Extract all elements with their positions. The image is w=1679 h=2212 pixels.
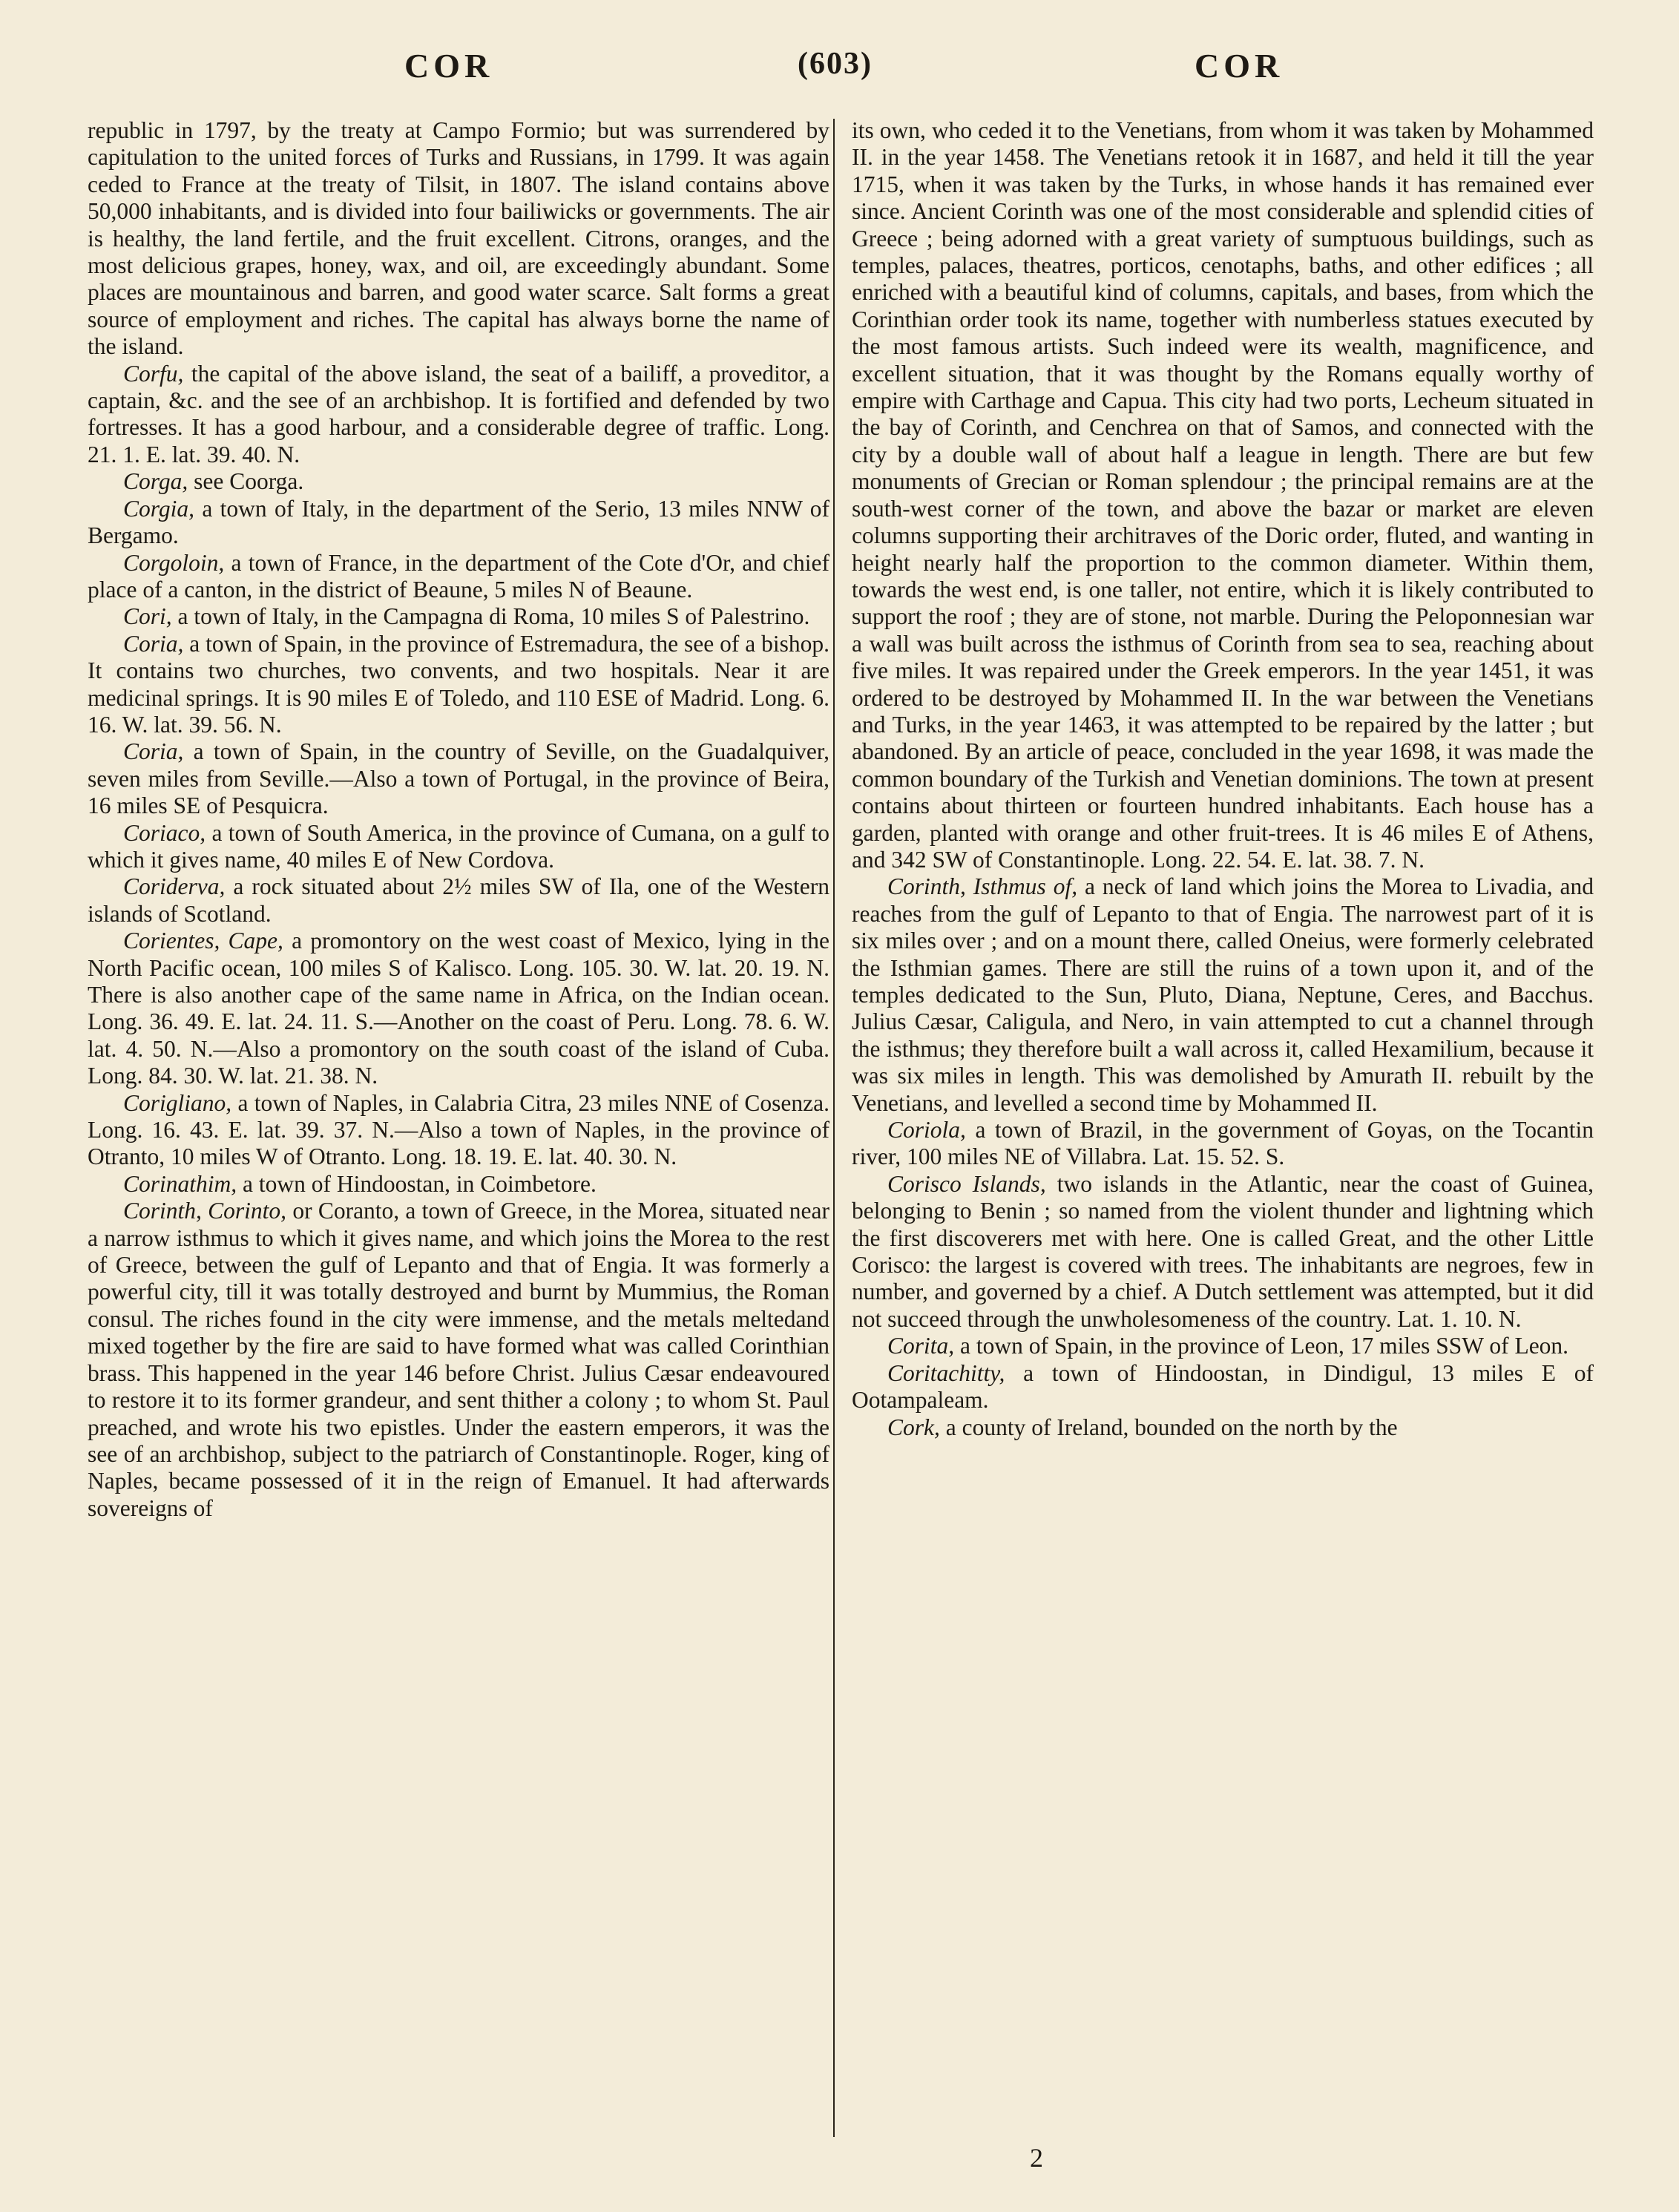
gazetteer-entry	[88, 1198, 829, 1522]
gazetteer-entry	[852, 1117, 1594, 1171]
entry-text: a town of Spain, in the province of Estremadura, the see of a bishop. It contains two churches, two convents, and two hospitals. Near it are medicinal springs. It is 90 miles E of Toledo, and 110 ESE of Madrid. Long. 6. 16. W. lat. 39. 56. N.	[88, 630, 829, 738]
gazetteer-entry	[88, 738, 829, 819]
entry-headword: Corisco Islands,	[887, 1170, 1046, 1197]
entry-text: a town of Spain, in the country of Seville, on the Guadalquiver, seven miles from Seville.—Also a town of Portugal, in the province of Beira, 16 miles SE of Pesquicra.	[88, 738, 829, 819]
gazetteer-entry	[88, 496, 829, 550]
gazetteer-entry	[88, 873, 829, 928]
running-header	[0, 46, 1679, 91]
continuation-text: republic in 1797, by the treaty at Campo Formio; but was surrendered by capitulation to the united forces of Turks and Russians, in 1799. It was again ceded to France at the treaty of Tilsit, in 1807. The island contains above 50,000 inhabitants, and is divided into four bailiwicks or governments. The air is healthy, the land fertile, and the fruit excellent. Citrons, oranges, and the most delicious grapes, honey, wax, and oil, are exceedingly abundant. Some places are mountainous and barren, and good water scarce. Salt forms a great source of employment and riches. The capital has always borne the name of the island.	[88, 117, 829, 360]
gazetteer-entry	[88, 1090, 829, 1171]
right-column	[852, 117, 1594, 1441]
gazetteer-entry	[88, 361, 829, 469]
gazetteer-entry	[88, 550, 829, 604]
right-entries	[852, 873, 1594, 1441]
entry-headword: Corfu,	[123, 360, 184, 387]
entry-headword: Corgia,	[123, 495, 194, 522]
column-divider	[833, 119, 835, 2137]
page-number: (603)	[798, 47, 873, 81]
entry-text: a town of Italy, in the Campagna di Roma, 10 miles S of Palestrino.	[171, 603, 810, 630]
gazetteer-entry	[852, 1414, 1594, 1441]
gazetteer-entry	[88, 1171, 829, 1198]
entry-headword: Corinth, Corinto,	[123, 1198, 287, 1224]
entry-headword: Cork,	[887, 1414, 940, 1440]
gazetteer-entry	[88, 928, 829, 1089]
left-entries	[88, 361, 829, 1522]
entry-headword: Coriaco,	[123, 819, 206, 846]
entry-headword: Corinathim,	[123, 1170, 237, 1197]
entry-text: a county of Ireland, bounded on the north by the	[939, 1414, 1398, 1440]
entry-headword: Coria,	[123, 630, 184, 657]
entry-headword: Cori,	[123, 603, 172, 630]
gazetteer-entry	[852, 1333, 1594, 1359]
gazetteer-entry	[852, 1171, 1594, 1333]
entry-text: a town of Italy, in the department of the Serio, 13 miles NNW of Bergamo.	[88, 495, 829, 549]
entry-headword: Coritachitty,	[887, 1359, 1005, 1386]
entry-text: a rock situated about 2½ miles SW of Ila, one of the Western islands of Scotland.	[88, 873, 829, 927]
gazetteer-entry	[852, 1360, 1594, 1414]
entry-text: a town of Hindoostan, in Coimbetore.	[237, 1170, 597, 1197]
entry-headword: Coriola,	[887, 1117, 966, 1143]
signature-mark: 2	[1030, 2143, 1043, 2173]
gazetteer-entry	[852, 873, 1594, 1117]
header-left-catchword: COR	[404, 47, 494, 85]
entry-text: a promontory on the west coast of Mexico, lying in the North Pacific ocean, 100 miles S of Kalisco. Long. 105. 30. W. lat. 20. 19. N. There is also another cape of the same name in Africa, on the Indian ocean. Long. 36. 49. E. lat. 24. 11. S.—Another on the coast of Peru. Long. 78. 6. W. lat. 4. 50. N.—Also a promontory on the south coast of the island of Cuba. Long. 84. 30. W. lat. 21. 38. N.	[88, 928, 829, 1089]
entry-text: the capital of the above island, the seat of a bailiff, a proveditor, a captain, &c. and the see of an archbishop. It is fortified and defended by two fortresses. It has a good harbour, and a considerable degree of traffic. Long. 21. 1. E. lat. 39. 40. N.	[88, 360, 829, 467]
entry-headword: Corinth, Isthmus of,	[887, 873, 1078, 900]
gazetteer-entry	[88, 631, 829, 739]
continuation-text: its own, who ceded it to the Venetians, from whom it was taken by Mohammed II. in the year 1458. The Venetians retook it in 1687, and held it till the year 1715, when it was taken by the Turks, in whose hands it has remained ever since. Ancient Corinth was one of the most considerable and splendid cities of Greece ; being adorned with a great variety of sumptuous buildings, such as temples, palaces, theatres, porticos, cenotaphs, baths, and other edifices ; all enriched with a beautiful kind of columns, capitals, and bases, from which the Corinthian order took its name, together with numberless statues executed by the most famous artists. Such indeed were its wealth, magnificence, and excellent situation, that it was thought by the Romans equally worthy of empire with Carthage and Capua. This city had two ports, Lecheum situated in the bay of Corinth, and Cenchrea on that of Samos, and connected with the city by a double wall of about half a league in length. There are but few monuments of Grecian or Roman splendour ; the principal remains are at the south-west corner of the town, and above the bazar or market are eleven columns supporting their architraves of the Doric order, fluted, and wanting in height nearly half the proportion to the common diameter. Within them, towards the west end, is one taller, not entire, which it is likely contributed to support the roof ; they are of stone, not marble. During the Peloponnesian war a wall was built across the isthmus of Corinth from sea to sea, reaching about five miles. It was repaired under the Greek emperors. In the year 1451, it was ordered to be destroyed by Mohammed II. In the war between the Venetians and Turks, in the year 1463, it was attempted to be repaired by the latter ; but abandoned. By an article of peace, concluded in the year 1698, it was made the common boundary of the Turkish and Venetian dominions. The town at present contains about thirteen or fourteen hundred inhabitants. Each house has a garden, planted with orange and other fruit-trees. It is 46 miles E of Athens, and 342 SW of Constantinople. Long. 22. 54. E. lat. 38. 7. N.	[852, 117, 1594, 873]
entry-text: a town of Brazil, in the government of Goyas, on the Tocantin river, 100 miles NE of Villabra. Lat. 15. 52. S.	[852, 1117, 1594, 1170]
left-column	[88, 117, 829, 1522]
entry-text: a neck of land which joins the Morea to Livadia, and reaches from the gulf of Lepanto to that of Engia. The narrowest part of it is six miles over ; and on a mount there, called Oneius, were formerly celebrated the Isthmian games. There are still the ruins of a town upon it, and of the temples dedicated to the Sun, Pluto, Diana, Neptune, Ceres, and Bacchus. Julius Cæsar, Caligula, and Nero, in vain attempted to cut a channel through the isthmus; they therefore built a wall across it, called Hexamilium, because it was six miles in length. This was demolished by Amurath II. rebuilt by the Venetians, and levelled a second time by Mohammed II.	[852, 873, 1594, 1116]
gazetteer-entry	[88, 603, 829, 630]
entry-text: see Coorga.	[188, 468, 304, 495]
entry-headword: Corgoloin,	[123, 549, 225, 576]
entry-headword: Corita,	[887, 1333, 955, 1359]
entry-headword: Coria,	[123, 738, 184, 765]
entry-text: a town of France, in the department of the Cote d'Or, and chief place of a canton, in the district of Beaune, 5 miles N of Beaune.	[88, 549, 829, 603]
entry-headword: Corientes, Cape,	[123, 928, 283, 954]
entry-text: or Coranto, a town of Greece, in the Morea, situated near a narrow isthmus to which it gives name, and which joins the Morea to the rest of Greece, between the gulf of Lepanto and that of Engia. It was formerly a powerful city, till it was totally destroyed and burnt by Mummius, the Roman consul. The riches found in the city were immense, and the metals meltedand mixed together by the fire are said to have formed what was called Corinthian brass. This happened in the year 146 before Christ. Julius Cæsar endeavoured to restore it to its former grandeur, and sent thither a colony ; to whom St. Paul preached, and wrote his two epistles. Under the eastern emperors, it was the see of an archbishop, subject to the patriarch of Constantinople. Roger, king of Naples, became possessed of it in the reign of Emanuel. It had afterwards sovereigns of	[88, 1198, 830, 1521]
gazetteer-entry	[88, 820, 829, 874]
entry-headword: Corga,	[123, 468, 188, 495]
entry-headword: Coriderva,	[123, 873, 226, 900]
entry-headword: Corigliano,	[123, 1089, 232, 1116]
entry-text: a town of Hindoostan, in Dindigul, 13 miles E of Ootampaleam.	[852, 1359, 1594, 1414]
entry-text: two islands in the Atlantic, near the coast of Guinea, belonging to Benin ; so named from the violent thunder and lightning which the first discoverers met with here. One is called Great, and the other Little Corisco: the largest is covered with trees. The inhabitants are negroes, few in number, and governed by a chief. A Dutch settlement was attempted, but it did not succeed through the unwholesomeness of the country. Lat. 1. 10. N.	[852, 1170, 1594, 1332]
entry-text: a town of Spain, in the province of Leon, 17 miles SSW of Leon.	[954, 1333, 1569, 1359]
entry-text: a town of Naples, in Calabria Citra, 23 miles NNE of Cosenza. Long. 16. 43. E. lat. 39. 37. N.—Also a town of Naples, in the province of Otranto, 10 miles W of Otranto. Long. 18. 19. E. lat. 40. 30. N.	[88, 1089, 829, 1170]
gazetteer-entry	[88, 468, 829, 495]
header-right-catchword: COR	[1195, 47, 1284, 85]
entry-text: a town of South America, in the province of Cumana, on a gulf to which it gives name, 40 miles E of New Cordova.	[88, 819, 829, 873]
